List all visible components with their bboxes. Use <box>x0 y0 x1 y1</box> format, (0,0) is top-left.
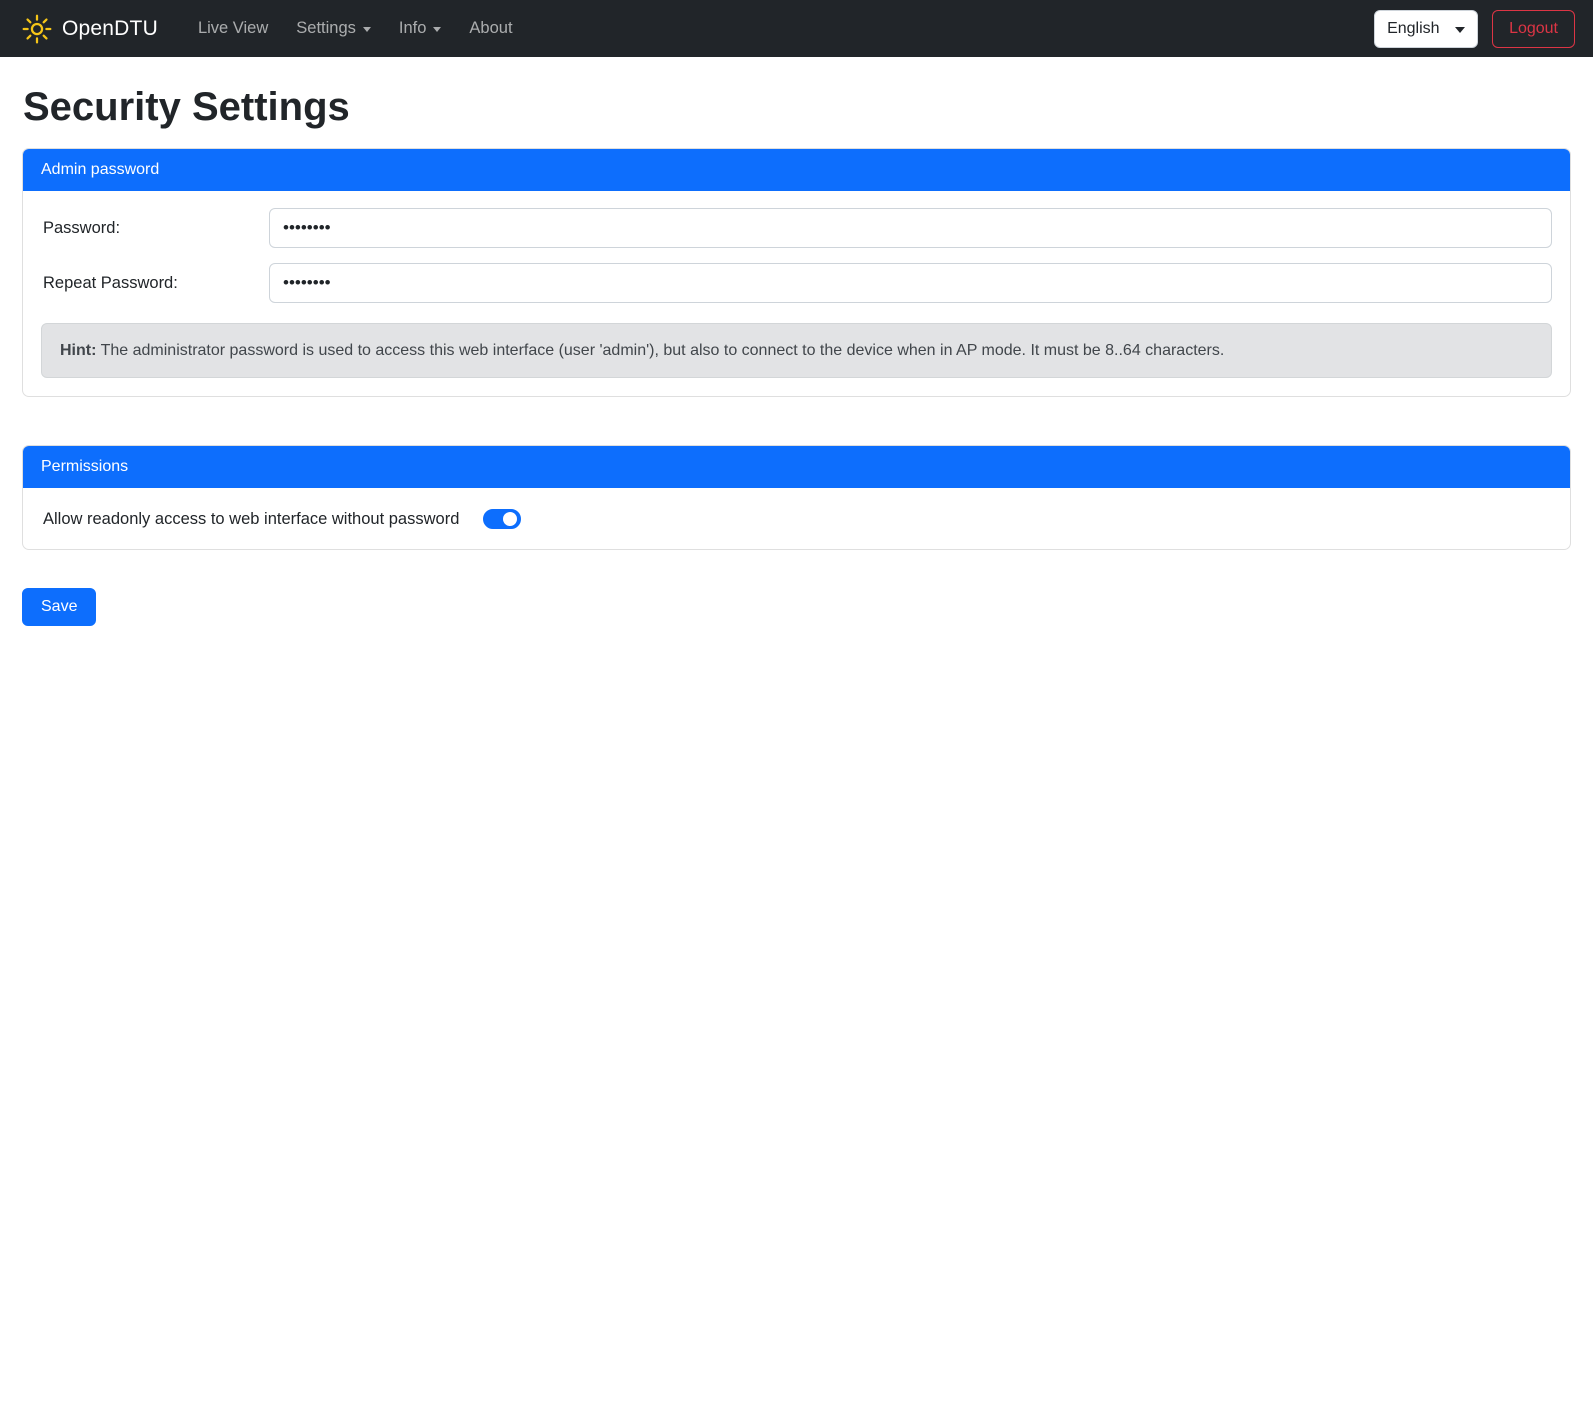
navbar-right-group <box>1374 10 1575 48</box>
sun-icon <box>22 14 52 44</box>
permissions-card <box>22 445 1571 550</box>
readonly-access-toggle[interactable] <box>483 509 521 529</box>
brand[interactable] <box>22 14 158 44</box>
repeat-password-input[interactable] <box>269 263 1552 303</box>
permissions-card-body <box>23 488 1570 549</box>
nav-item-label: Settings <box>296 19 356 37</box>
admin-password-card-header: Admin password <box>23 149 1570 191</box>
page-bottom-spacer <box>22 626 1571 1406</box>
page-title: Security Settings <box>23 85 350 129</box>
permissions-card-header: Permissions <box>23 446 1570 488</box>
nav-item-settings[interactable] <box>282 11 385 46</box>
admin-password-card-body <box>23 191 1570 396</box>
save-button[interactable]: Save <box>22 588 96 626</box>
password-label: Password: <box>43 218 121 237</box>
repeat-password-label: Repeat Password: <box>43 273 178 292</box>
nav-item-live-view[interactable] <box>184 11 282 46</box>
language-select[interactable] <box>1374 10 1478 48</box>
top-navbar <box>0 0 1593 57</box>
password-row <box>41 208 1552 248</box>
nav-item-info[interactable] <box>385 11 456 46</box>
chevron-down-icon <box>433 27 441 32</box>
nav-item-label: Info <box>398 19 427 37</box>
logout-button[interactable]: Logout <box>1492 10 1575 48</box>
repeat-password-row <box>41 263 1552 303</box>
readonly-access-label: Allow readonly access to web interface without password <box>43 509 460 528</box>
password-hint-text: The administrator password is used to access this web interface (user 'admin'), but also to connect to the device when in AP mode. It must be 8..64 characters. <box>96 342 1225 359</box>
nav-item-label: About <box>469 19 513 37</box>
language-select-wrapper <box>1374 10 1478 48</box>
chevron-down-icon <box>363 27 371 32</box>
password-hint-prefix: Hint: <box>60 342 97 359</box>
nav-item-label: Live View <box>197 19 269 37</box>
nav-item-about[interactable] <box>455 11 526 46</box>
readonly-access-row <box>41 505 1552 531</box>
password-hint <box>41 323 1552 378</box>
admin-password-card <box>22 148 1571 397</box>
page-content <box>0 85 1593 1406</box>
nav-links <box>184 11 527 46</box>
password-input[interactable] <box>269 208 1552 248</box>
brand-label: OpenDTU <box>62 16 158 40</box>
